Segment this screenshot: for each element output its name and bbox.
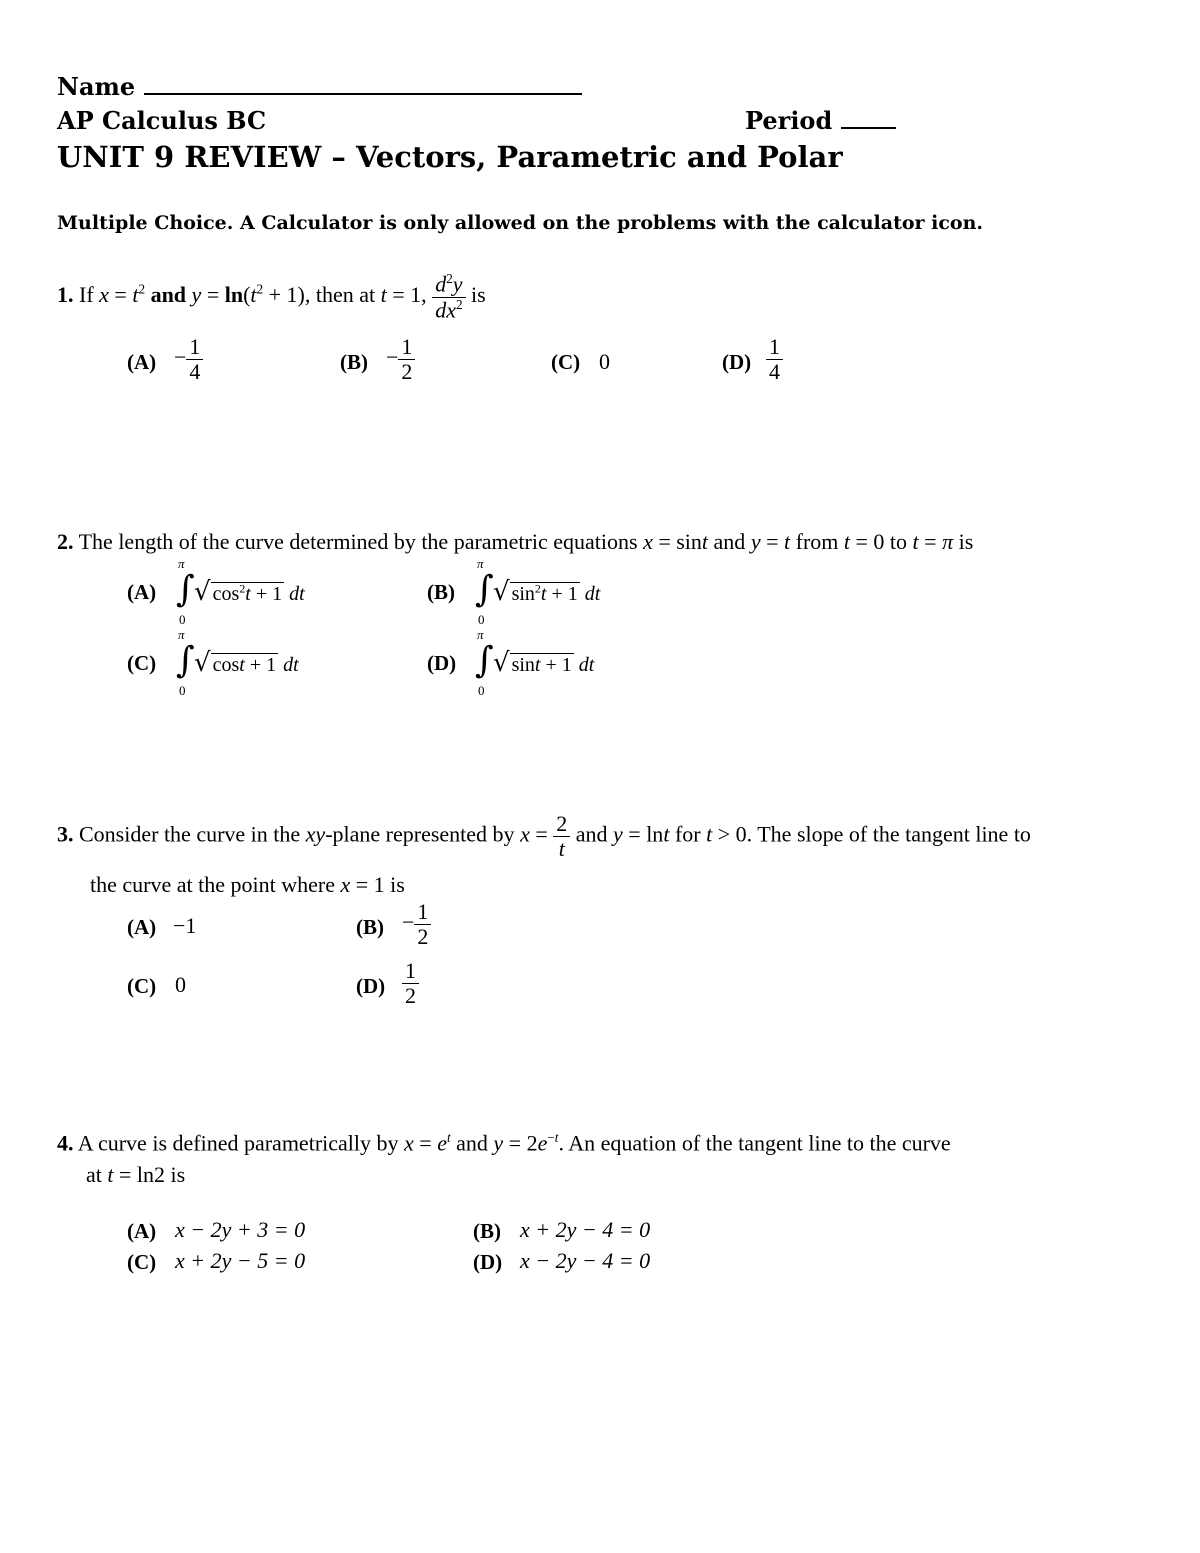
- choice-label: (A): [127, 1219, 157, 1243]
- choice-value[interactable]: − $\frac{1}{4}$: [174, 335, 203, 384]
- choice-value[interactable]: − $\frac{1}{2}$: [386, 335, 415, 384]
- name-blank[interactable]: [144, 92, 582, 95]
- choice-value[interactable]: x + 2y − 4 = 0: [520, 1217, 651, 1242]
- choice-label: (A): [127, 915, 157, 939]
- choice-label: (A): [127, 580, 157, 604]
- choice-value[interactable]: π ∫ 0 √ $\sin^2t + 1$ dt: [475, 556, 601, 627]
- choice-label: (D): [473, 1250, 503, 1274]
- choice-label: (C): [551, 350, 581, 374]
- choice-label: (C): [127, 1250, 157, 1274]
- period-label: Period: [745, 106, 833, 135]
- choice-label: (B): [356, 915, 384, 939]
- question-text: An equation of the tangent line to the curve: [568, 1130, 951, 1156]
- question-2-stem: 2. The length of the curve determined by the parametric equations x = sint and y = t from t = 0 to t = π is: [57, 529, 974, 554]
- choice-value[interactable]: $\frac{1}{2}$: [402, 959, 419, 1008]
- choice-label: (C): [127, 974, 157, 998]
- question-text: The length of the curve determined by the parametric equations: [78, 529, 638, 554]
- choice-label: (D): [427, 651, 457, 675]
- period-blank[interactable]: [841, 126, 896, 129]
- question-4-stem: 4. A curve is defined parametrically by $x = e^t$ and $y = 2e^{-t}$. An equation of the tangent line to the curve: [57, 1130, 951, 1156]
- second-derivative: $\frac{d^2y}{dx^2}$: [432, 272, 465, 322]
- choice-value[interactable]: x − 2y + 3 = 0: [175, 1217, 306, 1242]
- choice-value[interactable]: −1: [173, 913, 197, 938]
- choice-label: (C): [127, 651, 157, 675]
- choice-label: (D): [722, 350, 752, 374]
- question-4-stem-cont: at t = ln2 is: [86, 1162, 186, 1187]
- question-number: 4.: [57, 1130, 74, 1156]
- question-number: 1.: [57, 282, 74, 308]
- question-text: Consider the curve in the: [79, 821, 301, 847]
- course-name: AP Calculus BC: [57, 106, 267, 135]
- choice-label: (B): [473, 1219, 501, 1243]
- choice-value[interactable]: $\frac{1}{4}$: [766, 335, 783, 384]
- choice-label: (B): [340, 350, 368, 374]
- choice-label: (D): [356, 974, 386, 998]
- choice-value[interactable]: π ∫ 0 √ sint + 1 dt: [475, 627, 595, 698]
- choice-value[interactable]: x + 2y − 5 = 0: [175, 1248, 306, 1273]
- choice-value[interactable]: 0: [175, 972, 186, 997]
- name-line: [57, 72, 582, 101]
- choice-value[interactable]: x − 2y − 4 = 0: [520, 1248, 651, 1273]
- choice-value[interactable]: π ∫ 0 √ $\cos^2t + 1$ dt: [176, 556, 305, 627]
- question-text: The slope of the tangent line to: [757, 821, 1031, 847]
- question-number: 2.: [57, 529, 74, 554]
- question-3-stem-cont: the curve at the point where x = 1 is: [90, 872, 405, 897]
- choice-value[interactable]: 0: [599, 349, 610, 374]
- question-number: 3.: [57, 821, 74, 847]
- question-text: A curve is defined parametrically by: [77, 1130, 399, 1156]
- question-text: -plane represented by: [325, 821, 515, 847]
- choice-label: (B): [427, 580, 455, 604]
- choice-label: (A): [127, 350, 157, 374]
- question-text: the curve at the point where: [90, 872, 335, 897]
- choice-value[interactable]: π ∫ 0 √ cost + 1 dt: [176, 627, 299, 698]
- question-1-stem: 1. If $x = t^2$ and $y = \ln(t^2 + 1)$, then at t = 1, $\frac{d^2y}{dx^2}$ is: [57, 271, 486, 322]
- choice-value[interactable]: − $\frac{1}{2}$: [402, 900, 431, 949]
- instructions: Multiple Choice. A Calculator is only allowed on the problems with the calculator icon.: [57, 212, 984, 234]
- question-3-stem: 3. Consider the curve in the xy-plane represented by x = $\frac{2}{t}$ and y = lnt for t > 0. The slope of the tangent line to: [57, 811, 1031, 862]
- page-title: UNIT 9 REVIEW – Vectors, Parametric and Polar: [57, 140, 843, 174]
- period-line: [745, 106, 896, 135]
- name-label: Name: [57, 72, 136, 101]
